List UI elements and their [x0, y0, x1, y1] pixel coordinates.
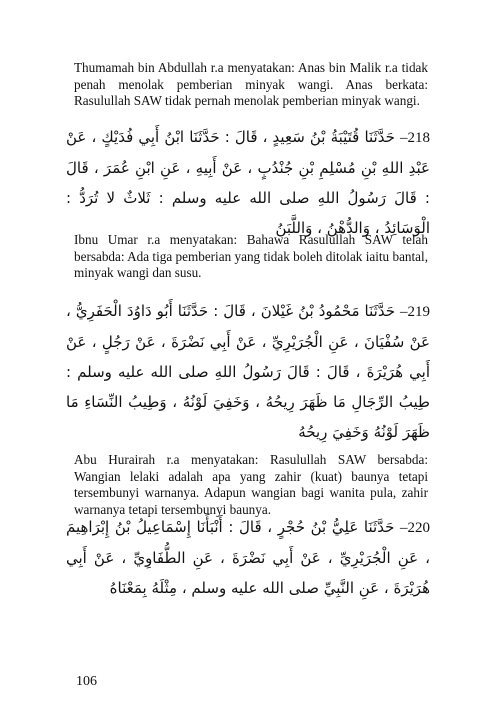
paragraph-ibnu-umar-narration: Ibnu Umar r.a menyatakan: Bahawa Rasulullah SAW telah bersabda: Ada tiga pemberian yang tidak boleh ditolak iaitu bantal, minyak wangi dan susu.: [74, 232, 428, 280]
hadith-arabic-text: حَدَّثَنَا قُتَيْبَةُ بْنُ سَعِيدٍ ، قَالَ : حَدَّثَنَا ابْنُ أَبِي فُدَيْكٍ ، عَنْ عَبْدِ اللهِ بْنِ مُسْلِمِ بْنِ جُنْدُبٍ ، عَنْ أَبِيهِ ، عَنِ ابْنِ عُمَرَ ، قَالَ : قَالَ رَسُولُ اللهِ صلى الله عليه وسلم : ثَلاثٌ لا تُرَدُّ : الْوَسَائِدُ ، وَالدُّهْنُ ، وَاللَّبَنُ: [66, 128, 430, 237]
hadith-number: –220: [399, 520, 430, 536]
hadith-arabic-text: حَدَّثَنَا مَحْمُودُ بْنُ غَيْلانَ ، قَالَ : حَدَّثَنَا أَبُو دَاوُدَ الْحَفَرِيُّ ، عَنْ سُفْيَانَ ، عَنِ الْجُرَيْرِيِّ ، عَنْ أَبِي نَضْرَةَ ، عَنْ رَجُلٍ ، عَنْ أَبِي هُرَيْرَةَ ، قَالَ : قَالَ رَسُولُ اللهِ صلى الله عليه وسلم : طِيبُ الرِّجَالِ مَا ظَهَرَ رِيحُهُ ، وَخَفِيَ لَوْنُهُ ، وَطِيبُ النِّسَاءِ مَا ظَهَرَ لَوْنُهُ وَخَفِيَ رِيحُهُ: [66, 302, 430, 441]
hadith-arabic-text: حَدَّثَنَا عَلِيُّ بْنُ حُجْرٍ ، قَالَ : أَنْبَأَنَا إِسْمَاعِيلُ بْنُ إِبْرَاهِيمَ ، عَنِ الْجُرَيْرِيِّ ، عَنْ أَبِي نَضْرَةَ ، عَنِ الطُّفَاوِيِّ ، عَنْ أَبِي هُرَيْرَةَ ، عَنِ النَّبِيِّ صلى الله عليه وسلم ، مِثْلَهُ بِمَعْنَاهُ: [66, 518, 430, 597]
hadith-218: [66, 122, 430, 243]
hadith-220: [66, 512, 430, 603]
page-number: 106: [76, 674, 97, 689]
hadith-219: [66, 296, 430, 447]
hadith-number: –218: [400, 130, 430, 146]
paragraph-abu-hurairah-narration: Abu Hurairah r.a menyatakan: Rasulullah SAW bersabda: Wangian lelaki adalah apa yang zahir (kuat) baunya tetapi tersembunyi warnanya. Adapun wangian bagi wanita pula, zahir warnanya tetapi tersembunyi baunya.: [74, 452, 428, 517]
paragraph-anas-narration: Thumamah bin Abdullah r.a menyatakan: Anas bin Malik r.a tidak penah menolak pemberian minyak wangi. Anas berkata: Rasulullah SAW tidak pernah menolak pemberian minyak wangi.: [74, 60, 428, 108]
hadith-number: –219: [400, 304, 430, 320]
